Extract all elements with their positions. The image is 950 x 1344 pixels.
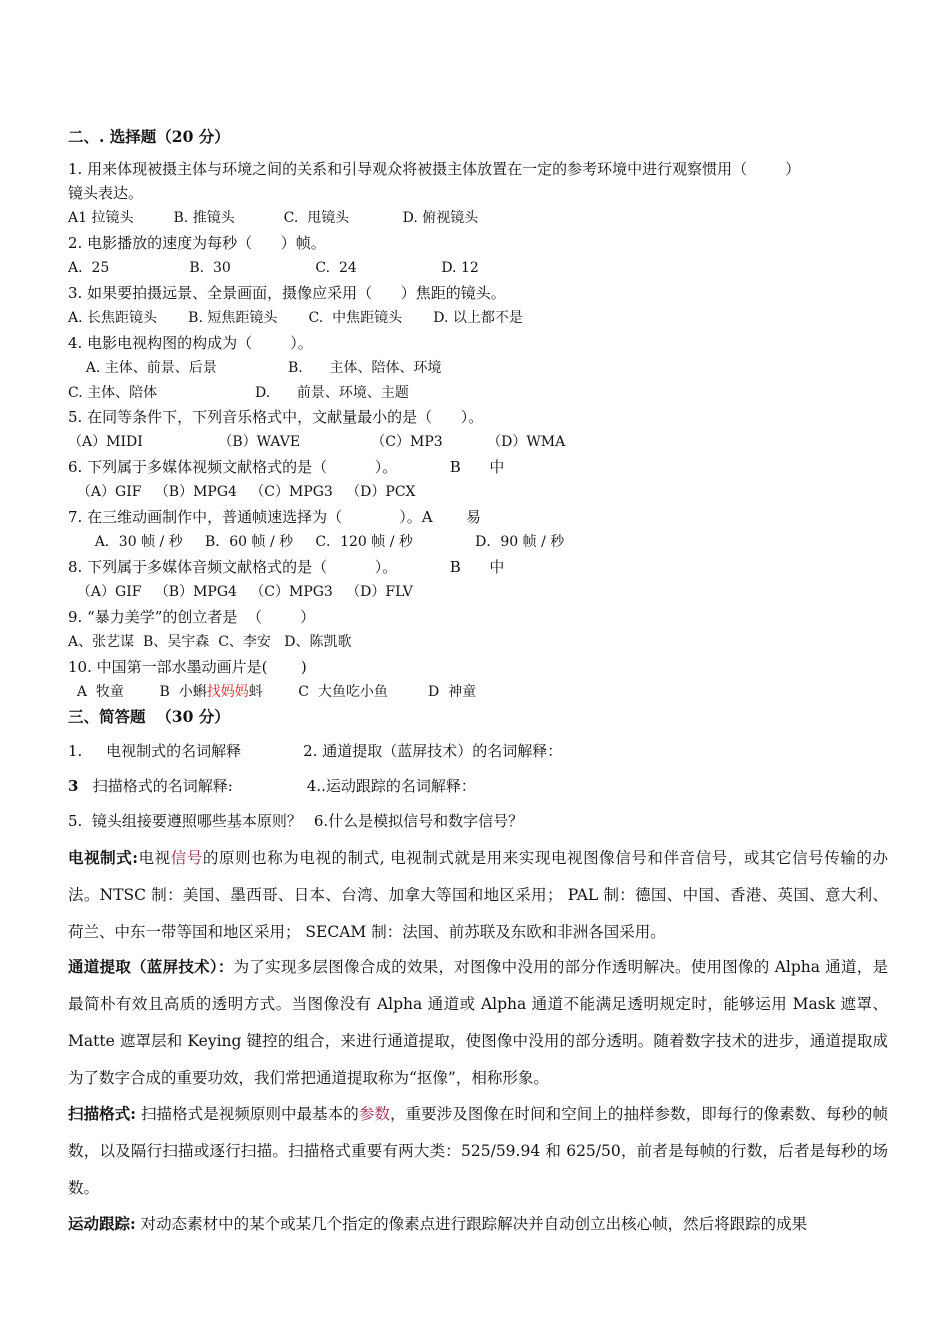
- question-8-options: （A）GIF （B）MPG4 （C）MPG3 （D）FLV: [68, 584, 413, 600]
- short-q3-number: 3: [68, 777, 79, 795]
- answer-motion-tracking: [68, 1205, 888, 1243]
- question-1-options: A1 拉镜头 B. 推镜头 C. 甩镜头 D. 俯视镜头: [68, 210, 479, 226]
- question-9-stem: 9. “暴力美学”的创立者是 （ ）: [68, 608, 316, 626]
- answer-scan-format-text-2: ，重要涉及图像在时间和空间上的抽样参数，即每行的像素数、每秒的帧数，以及隔行扫描或逐行扫描。扫描格式重要有两大类：525/59.94 和 625/50，前者是每帧的行数，后者是每秒的场数。: [68, 1105, 888, 1197]
- q10-highlighted-text: 找妈妈: [206, 684, 249, 700]
- answer-motion-tracking-text: 对动态素材中的某个或某几个指定的像素点进行跟踪解决并自动创立出核心帧，然后将跟踪的成果: [135, 1215, 808, 1233]
- answer-channel-extraction-text: 为了实现多层图像合成的效果，对图像中没用的部分作透明解决。使用图像的 Alpha 通道，是最简朴有效且高质的透明方式。当图像没有 Alpha 通道或 Alpha 通道不能满足透明规定时，能够运用 Mask 遮罩、 Matte 遮罩层和 Keying 键控的组合，来进行通道提取，使图像中没用的部分透明。随着数字技术的进步，通道提取成为了数字合成的重要功效，我们常把通道提取称为“抠像”，相称形象。: [68, 958, 888, 1087]
- answer-scan-format-text-1: 扫描格式是视频原则中最基本的: [135, 1105, 359, 1123]
- answer-tv-standard-text-1: 电视: [138, 849, 171, 867]
- short-questions-line-1: [68, 740, 890, 762]
- question-4-options-1: A. 主体、前景、后景 B. 主体、陪体、环境: [68, 360, 442, 376]
- question-10-stem: 10. 中国第一部水墨动画片是( ): [68, 658, 307, 676]
- question-4-stem: 4. 电影电视构图的构成为（ ）。: [68, 334, 313, 352]
- answer-tv-standard: [68, 839, 888, 951]
- question-5-stem: 5. 在同等条件下，下列音乐格式中，文献量最小的是（ ）。: [68, 408, 484, 426]
- short-q5: 5. 镜头组接要遵照哪些基本原则？: [68, 812, 302, 830]
- answer-channel-extraction-term: 通道提取（蓝屏技术）：: [68, 957, 234, 976]
- question-2-stem: 2. 电影播放的速度为每秒（ ）帧。: [68, 234, 326, 252]
- question-1-line-2: 镜头表达。: [68, 184, 144, 202]
- answer-scan-format: [68, 1095, 888, 1207]
- question-9-options: A、张艺谋 B、吴宇森 C、李安 D、陈凯歌: [68, 634, 352, 650]
- short-q6: 6.什么是模拟信号和数字信号？: [313, 812, 524, 830]
- answer-tv-standard-text-2: 的原则也称为电视的制式, 电视制式就是用来实现电视图像信号和伴音信号，或其它信号传输的办法。NTSC 制：美国、墨西哥、日本、台湾、加拿大等国和地区采用； PAL 制：德国、中国、香港、英国、意大利、荷兰、中东一带等国和地区采用； SECAM 制：法国、前苏联及东欧和非洲各国采用。: [68, 849, 888, 941]
- question-6-stem: 6. 下列属于多媒体视频文献格式的是（ ）。 B 中: [68, 458, 505, 476]
- answer-motion-tracking-term: 运动跟踪:: [68, 1214, 136, 1233]
- question-10-options: [68, 681, 890, 703]
- question-7-options: A．30 帧 / 秒 B．60 帧 / 秒 C．120 帧 / 秒 D．90 帧 / 秒: [68, 534, 565, 550]
- answer-tv-standard-term: 电视制式:: [68, 848, 139, 867]
- question-2-options: A. 25 B. 30 C. 24 D. 12: [68, 260, 479, 276]
- question-3-options: A. 长焦距镜头 B. 短焦距镜头 C. 中焦距镜头 D. 以上都不是: [68, 310, 523, 326]
- short-q4: 4..运动跟踪的名词解释：: [306, 777, 476, 795]
- section-3-heading: 三、简答题 （30 分）: [68, 707, 230, 726]
- question-1-line-1: 1. 用来体现被摄主体与环境之间的关系和引导观众将被摄主体放置在一定的参考环境中进行观察惯用（ ）: [68, 160, 801, 178]
- answer-tv-standard-highlight: 信号: [170, 849, 203, 867]
- short-q2: 2. 通道提取（蓝屏技术）的名词解释：: [303, 742, 563, 760]
- short-questions-line-3: [68, 810, 890, 832]
- answer-scan-format-term: 扫描格式:: [68, 1104, 136, 1123]
- question-3-stem: 3. 如果要拍摄远景、全景画面，摄像应采用（ ）焦距的镜头。: [68, 284, 506, 302]
- q10-option-rest: 蚪 C 大鱼吃小鱼 D 神童: [248, 684, 477, 700]
- short-q3: 扫描格式的名词解释:: [78, 777, 233, 795]
- question-4-options-2: C. 主体、陪体 D. 前景、环境、主题: [68, 385, 409, 401]
- question-6-options: （A）GIF （B）MPG4 （C）MPG3 （D）PCX: [68, 484, 416, 500]
- short-questions-line-2: [68, 775, 890, 797]
- answer-channel-extraction: [68, 948, 888, 1097]
- question-5-options: （A）MIDI （B）WAVE （C）MP3 （D）WMA: [68, 434, 566, 450]
- short-q1: 1. 电视制式的名词解释: [68, 742, 242, 760]
- q10-option-a: A 牧童 B 小蝌: [68, 684, 207, 700]
- answer-scan-format-highlight: 参数: [358, 1105, 391, 1123]
- section-2-heading: 二、. 选择题（20 分）: [68, 127, 230, 146]
- question-7-stem: 7. 在三维动画制作中，普通帧速选择为（ ）。A 易: [68, 508, 482, 526]
- question-8-stem: 8. 下列属于多媒体音频文献格式的是（ ）。 B 中: [68, 558, 505, 576]
